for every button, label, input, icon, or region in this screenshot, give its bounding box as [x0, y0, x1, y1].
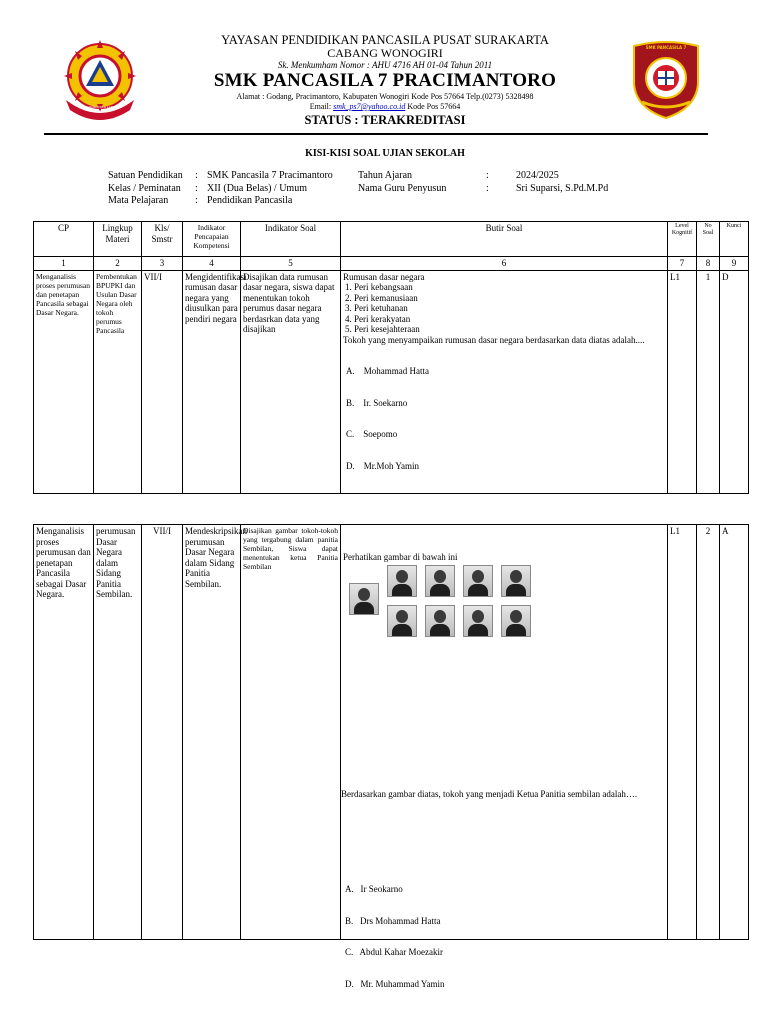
- school-name: SMK PANCASILA 7 PRACIMANTORO: [213, 70, 557, 91]
- answer-option: B. Drs Mohammad Hatta: [345, 915, 441, 926]
- meta-value: Pendidikan Pancasila: [207, 195, 293, 206]
- header-no: No Soal: [697, 222, 720, 257]
- meta-right-values: [516, 170, 676, 195]
- answer-option: D. Mr. Muhammad Yamin: [345, 978, 445, 989]
- answer-option: C. Soepomo: [346, 429, 398, 439]
- branch-name: CABANG WONOGIRI: [327, 46, 443, 60]
- panitia-sembilan-photos: [349, 565, 531, 637]
- list-item: 4. Peri kerakyatan: [345, 313, 411, 324]
- header-ipk: Indikator Pencapaian Kompetensi: [183, 222, 241, 257]
- meta-left-labels: [108, 170, 198, 208]
- list-item: 5. Peri kesejahteraan: [345, 324, 420, 334]
- email-label: Email:: [309, 102, 332, 111]
- school-shield-logo: [630, 38, 702, 120]
- header-kunci: Kunci: [720, 222, 749, 257]
- meta-label: Mata Pelajaran: [108, 195, 169, 206]
- cp-cell: Menganalisis proses perumusan dan penetapan Pancasila sebagai Dasar Negara.: [34, 525, 94, 940]
- meta-right-seps: [486, 170, 494, 195]
- portrait-image: [387, 565, 417, 597]
- level-cell: L1: [668, 270, 697, 494]
- school-address: Alamat : Godang, Pracimantoro, Kabupaten Wonogiri Kode Pos 57664 Telp.(0273) 5328498: [236, 92, 534, 101]
- list-item: 3. Peri ketuhanan: [345, 303, 408, 313]
- ipk-cell: Mengidentifikasi rumusan dasar negara yang diusulkan para pendiri negara: [183, 270, 241, 494]
- meta-value: SMK Pancasila 7 Pracimantoro: [207, 170, 333, 181]
- column-number-row: [34, 257, 749, 271]
- butir-cell: [341, 270, 668, 494]
- meta-sep: :: [195, 182, 198, 194]
- meta-sep: :: [195, 170, 198, 181]
- table-row: [34, 270, 749, 494]
- meta-label: Nama Guru Penyusun: [358, 182, 447, 194]
- kisi-kisi-table-page1: [33, 221, 749, 494]
- col-num: 9: [720, 257, 749, 271]
- email-postcode: Kode Pos 57664: [407, 102, 461, 111]
- portrait-image: [425, 605, 455, 637]
- kelas-cell: VII/I: [142, 525, 183, 940]
- portrait-image: [501, 605, 531, 637]
- school-email-line: [150, 102, 620, 111]
- decree-number: Sk. Menkumham Nomor : AHU 4716 AH 01-04 Tahun 2011: [277, 60, 493, 70]
- no-soal-cell: 2: [697, 525, 720, 940]
- meta-value: XII (Dua Belas) / Umum: [207, 182, 307, 194]
- meta-label: Kelas / Peminatan: [108, 182, 181, 194]
- col-num: 6: [341, 257, 668, 271]
- email-link[interactable]: smk_ps7@yahoo.co.id: [333, 102, 406, 111]
- foundation-name: YAYASAN PENDIDIKAN PANCASILA PUSAT SURAKARTA: [221, 33, 549, 47]
- col-num: 7: [668, 257, 697, 271]
- col-num: 5: [241, 257, 341, 271]
- indikator-cell: Disajikan data rumusan dasar negara, siswa dapat menentukan tokoh perumus dasar negara berdasrkan data yang disajikan: [241, 270, 341, 494]
- question-text: Berdasarkan gambar diatas, tokoh yang menjadi Ketua Panitia sembilan adalah….: [341, 789, 638, 799]
- kunci-cell: A: [720, 525, 749, 940]
- meta-label: Tahun Ajaran: [358, 170, 413, 181]
- no-soal-cell: 1: [697, 270, 720, 494]
- answer-option: D. Mr.Moh Yamin: [346, 460, 420, 471]
- meta-right-labels: [358, 170, 478, 195]
- header-divider: [44, 133, 708, 135]
- level-cell: L1: [668, 525, 697, 940]
- col-num: 8: [697, 257, 720, 271]
- answer-option: B. Ir. Soekarno: [346, 397, 408, 408]
- kunci-cell: D: [720, 270, 749, 494]
- portrait-image: [463, 605, 493, 637]
- header-lingkup: Lingkup Materi: [94, 222, 142, 257]
- portrait-image: [463, 565, 493, 597]
- col-num: 3: [142, 257, 183, 271]
- portrait-image: [387, 605, 417, 637]
- butir-intro: Rumusan dasar negara: [343, 271, 425, 282]
- accreditation-status: STATUS : TERAKREDITASI: [304, 113, 466, 127]
- portrait-image: [425, 565, 455, 597]
- ipk-cell: Mendeskripsikan perumusan Dasar Negara dalam Sidang Panitia Sembilan.: [183, 525, 241, 940]
- school-shield-text: SMK PANCASILA 7: [645, 45, 687, 50]
- meta-value: Sri Suparsi, S.Pd.M.Pd: [516, 182, 609, 194]
- meta-sep: :: [195, 195, 198, 206]
- indikator-cell: Disajikan gambar tokoh-tokoh yang tergabung dalam panitia Sembilan, Siswa dapat menentukan ketua Panitia Sembilan: [241, 525, 341, 940]
- meta-sep: :: [486, 182, 489, 194]
- header-kelas: Kls/ Smstr: [142, 222, 183, 257]
- header-butir: Butir Soal: [341, 222, 668, 257]
- table-header-row: [34, 222, 749, 257]
- answer-option: A. Mohammad Hatta: [346, 366, 429, 376]
- list-item: 1. Peri kebangsaan: [345, 282, 413, 292]
- header-level: Level Kognitif: [668, 222, 697, 257]
- lingkup-cell: perumusan Dasar Negara dalam Sidang Panitia Sembilan.: [94, 525, 142, 940]
- question-text: Tokoh yang menyampaikan rumusan dasar negara berdasarkan data diatas adalah....: [343, 334, 645, 345]
- butir-intro: Perhatikan gambar di bawah ini: [343, 552, 458, 562]
- lingkup-cell: Pembentukan BPUPKI dan Usulan Dasar Negara oleh tokoh perumus Pancasila: [94, 270, 142, 494]
- meta-left-values: [207, 170, 357, 208]
- foundation-logo: [60, 38, 140, 120]
- answer-option: C. Abdul Kahar Moezakir: [345, 947, 443, 957]
- table-row: [34, 525, 749, 940]
- meta-label: Satuan Pendidikan: [108, 170, 183, 181]
- meta-left-seps: [195, 170, 203, 208]
- document-title: KISI-KISI SOAL UJIAN SEKOLAH: [305, 148, 465, 159]
- portrait-image: [501, 565, 531, 597]
- kisi-kisi-table-page2: [33, 524, 749, 989]
- foundation-logo-text: TAMAN PANCASILA LAMBANG NEGARA: [77, 105, 123, 113]
- kelas-cell: VII/I: [142, 270, 183, 494]
- meta-value: 2024/2025: [516, 170, 559, 181]
- col-num: 2: [94, 257, 142, 271]
- col-num: 1: [34, 257, 94, 271]
- col-num: 4: [183, 257, 241, 271]
- meta-sep: :: [486, 170, 489, 181]
- list-item: 2. Peri kemanusiaan: [345, 292, 418, 303]
- header-cp: CP: [34, 222, 94, 257]
- butir-cell: [341, 525, 668, 989]
- cp-cell: Menganalisis proses perumusan dan penetapan Pancasila sebagai Dasar Negara.: [34, 270, 94, 494]
- portrait-image: [349, 583, 379, 615]
- header-indikator: Indikator Soal: [241, 222, 341, 257]
- answer-option: A. Ir Seokarno: [345, 884, 403, 894]
